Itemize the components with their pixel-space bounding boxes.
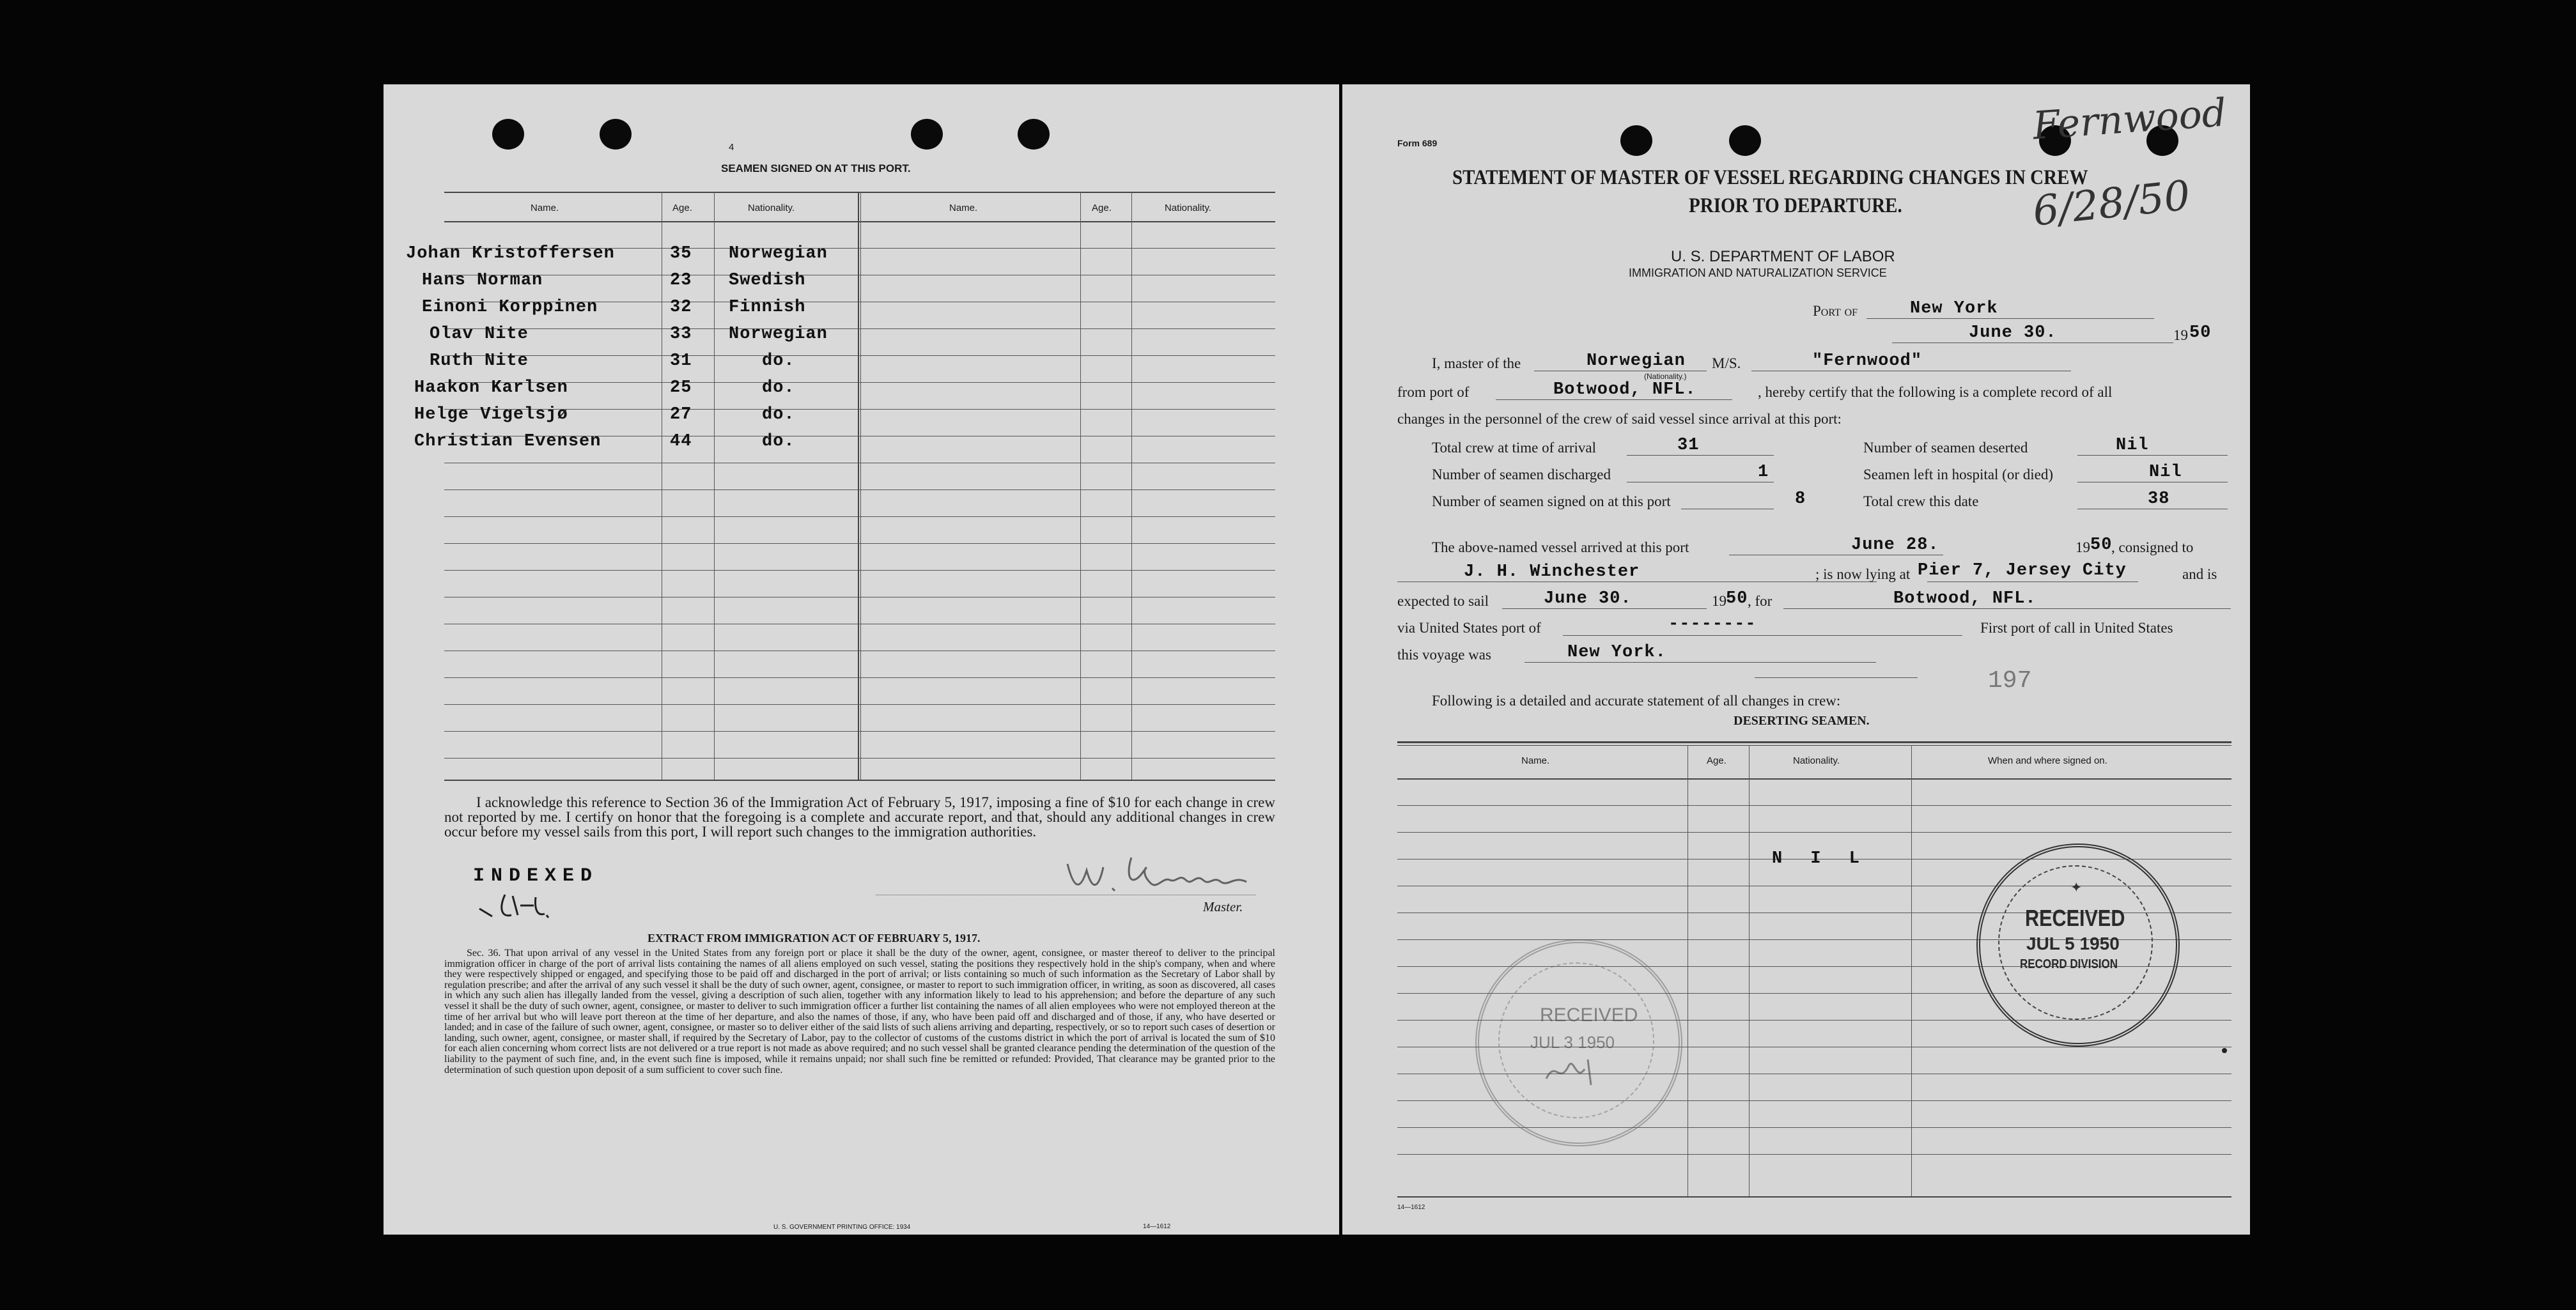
col-divider xyxy=(1131,192,1132,780)
seaman-nationality: Swedish xyxy=(729,271,806,290)
voyage-value: New York. xyxy=(1567,643,1666,662)
seaman-name: Ruth Nite xyxy=(430,351,529,371)
following-label: Following is a detailed and accurate statement of all changes in crew: xyxy=(1432,693,1841,709)
row-rule xyxy=(444,543,1275,544)
row-rule xyxy=(444,758,1275,759)
nationality-note: (Nationality.) xyxy=(1644,372,1687,381)
punch-hole xyxy=(911,119,943,150)
seaman-age: 44 xyxy=(670,432,692,451)
handwritten-vessel: Fernwood xyxy=(2031,90,2228,149)
col-divider xyxy=(1749,745,1750,1196)
row-rule xyxy=(444,355,1275,356)
table-top-rule xyxy=(1397,745,2231,746)
seaman-age: 33 xyxy=(670,325,692,344)
col-divider xyxy=(714,192,715,780)
punch-hole xyxy=(1620,125,1652,156)
punch-hole xyxy=(600,119,632,150)
short-rule xyxy=(1755,677,1918,678)
printer-line: U. S. GOVERNMENT PRINTING OFFICE: 1934 xyxy=(773,1224,911,1231)
star-icon: ✦ xyxy=(2070,879,2083,895)
sail-year: 50 xyxy=(1726,589,1748,608)
seaman-name: Einoni Korppinen xyxy=(422,298,598,317)
master-signature xyxy=(1061,845,1266,902)
voyage-label: this voyage was xyxy=(1397,647,1491,663)
seaman-name: Johan Kristoffersen xyxy=(406,244,615,263)
sail-date: June 30. xyxy=(1544,589,1632,608)
seaman-name: Christian Evensen xyxy=(414,432,601,451)
stamp-received-text: RECEIVED xyxy=(2025,905,2125,931)
received-stamp xyxy=(1976,844,2180,1047)
seaman-age: 31 xyxy=(670,351,692,371)
form-code: 14—1612 xyxy=(1143,1223,1171,1230)
signed-on-label: Number of seamen signed on at this port xyxy=(1432,493,1671,509)
hospital-label: Seamen left in hospital (or died) xyxy=(1863,466,2054,482)
punch-hole xyxy=(492,119,524,150)
col-divider xyxy=(1911,745,1912,1196)
stamp-received-text: RECEIVED xyxy=(1540,1005,1638,1026)
via-line xyxy=(1563,635,1962,636)
seaman-nationality: Finnish xyxy=(729,298,806,317)
deserted-label: Number of seamen deserted xyxy=(1863,440,2028,456)
arrived-label: The above-named vessel arrived at this port xyxy=(1432,539,1689,555)
port-value: New York xyxy=(1910,299,1998,318)
indexed-initials-signature xyxy=(473,890,563,921)
table-bottom-rule xyxy=(1397,1196,2231,1198)
nationality-value: Norwegian xyxy=(1587,351,1686,371)
from-port-label: from port of xyxy=(1397,384,1470,400)
changes-text: changes in the personnel of the crew of said vessel since arrival at this port: xyxy=(1397,411,1842,427)
col-header-age: Age. xyxy=(672,203,692,213)
seaman-name: Olav Nite xyxy=(430,325,529,344)
consignee-value: J. H. Winchester xyxy=(1464,562,1640,582)
col-divider xyxy=(860,192,861,780)
count-line xyxy=(2077,455,2228,456)
row-rule xyxy=(444,516,1275,517)
count-line xyxy=(1627,455,1774,456)
destination-value: Botwood, NFL. xyxy=(1893,589,2037,608)
table-top-rule xyxy=(444,192,1275,193)
total-crew-date-label: Total crew this date xyxy=(1863,493,1979,509)
page-number: 4 xyxy=(729,142,734,153)
row-rule xyxy=(444,489,1275,490)
arrived-year-prefix: 19 xyxy=(2076,539,2090,555)
punch-hole xyxy=(1729,125,1761,156)
and-is-label: and is xyxy=(2182,566,2217,582)
year-prefix: 19 xyxy=(2173,327,2188,343)
via-port-value: -------- xyxy=(1668,615,1757,634)
vessel-name: "Fernwood" xyxy=(1812,351,1923,371)
seaman-name: Hans Norman xyxy=(422,271,543,290)
seaman-name: Haakon Karlsen xyxy=(414,378,568,397)
total-crew-date-value: 38 xyxy=(2148,489,2170,509)
lying-at-value: Pier 7, Jersey City xyxy=(1918,561,2127,580)
form-title-line2: PRIOR TO DEPARTURE. xyxy=(1689,194,1902,217)
total-crew-arrival-value: 31 xyxy=(1677,436,1700,455)
received-stamp xyxy=(1475,939,1682,1146)
seaman-age: 27 xyxy=(670,405,692,424)
deserted-value: Nil xyxy=(2116,436,2149,455)
sail-line xyxy=(1502,608,1707,609)
form-number: Form 689 xyxy=(1397,138,1438,148)
nil-entry: N I L xyxy=(1772,849,1869,868)
year-value: 50 xyxy=(2189,323,2212,343)
punch-hole xyxy=(1018,119,1050,150)
row-rule xyxy=(1397,832,2231,833)
row-rule xyxy=(1397,805,2231,806)
seaman-age: 25 xyxy=(670,378,692,397)
table-bottom-rule xyxy=(444,780,1275,781)
left-page xyxy=(384,84,1339,1235)
col-header-age: Age. xyxy=(1092,203,1112,213)
acknowledgment-text: I acknowledge this reference to Section 36 of the Immigration Act of February 5, 1917, imposing a fine of $10 for each change in crew not reported by me. I certify on honor that the foregoing is a complete and accurate report, and that, should any additional changes in crew occur before my vessel sails from this port, I will report such changes to the immigration authorities. xyxy=(444,794,1275,840)
seaman-nationality: Norwegian xyxy=(729,244,828,263)
destination-line xyxy=(1783,608,2231,609)
col-header-name: Name. xyxy=(1521,755,1550,766)
extract-text: Sec. 36. That upon arrival of any vessel in the United States from any foreign port or place it shall be the duty of the owner, agent, consignee, or master thereof to deliver to the principal immigration officer in charge of the port of arrival lists containing the names of all aliens employed on such vessel, stating the positions they respectively hold in the ship's company, when and where they were respectively shipped or engaged, and specifying those to be paid off and discharged in the port of arrival; or lists containing so much of such information as the Secretary of Labor shall by regulation prescribe; and after the arrival of any such vessel it shall be the duty of such owner, agent, consignee, or master to report to such immigration officer, in writing, as soon as discovered, all cases in which any such alien has illegally landed from the vessel, giving a description of such alien, together with any information likely to lead to his apprehension; and before the departure of any such vessel it shall be the duty of such owner, agent, consignee, or master to deliver to such immigration officer a further list containing the names of all alien employees who were not employed thereon at the time of her arrival but who will leave port thereon at the time of her departure, and also the names of those, if any, who have been paid off and discharged and of those, if any, who have deserted or landed; and in case of the failure of such owner, agent, consignee, or master so to deliver either of the said lists of such aliens arriving and departing, respectively, or so to report such cases of desertion or landing, such owner, agent, consignee, or master shall, if required by the Secretary of Labor, pay to the collector of customs of the customs district in which the port of arrival is located the sum of $10 for each alien concerning whom correct lists are not delivered or a true report is not made as above required; and no such vessel shall be granted clearance pending the determination of the question of the liability to the payment of such fine, and, in the event such fine is imposed, while it remains unpaid; nor shall such fine be remitted or refunded: Provided, That clearance may be granted prior to the determination of such question upon deposit of a sum sufficient to cover such fine. xyxy=(444,948,1275,1075)
seaman-nationality: do. xyxy=(762,378,795,397)
stamp-division: RECORD DIVISION xyxy=(2020,957,2118,971)
extract-title: EXTRACT FROM IMMIGRATION ACT OF FEBRUARY 5, 1917. xyxy=(648,932,981,944)
seaman-nationality: do. xyxy=(762,432,795,451)
indexed-stamp: INDEXED xyxy=(473,865,599,887)
from-port-value: Botwood, NFL. xyxy=(1553,380,1696,399)
arrived-year: 50 xyxy=(2090,536,2113,555)
voyage-line xyxy=(1525,662,1876,663)
lying-label: ; is now lying at xyxy=(1815,566,1911,582)
stamp-initials xyxy=(1543,1053,1601,1091)
row-rule xyxy=(444,677,1275,678)
expected-label: expected to sail xyxy=(1397,593,1489,609)
seaman-nationality: Norwegian xyxy=(729,325,828,344)
master-label: Master. xyxy=(1203,899,1243,914)
first-call-label: First port of call in United States xyxy=(1980,620,2173,636)
consigned-label: , consigned to xyxy=(2111,539,2194,555)
seaman-nationality: do. xyxy=(762,405,795,424)
seaman-age: 32 xyxy=(670,298,692,317)
col-header-nationality: Nationality. xyxy=(1165,203,1212,213)
discharged-label: Number of seamen discharged xyxy=(1432,466,1611,482)
port-label: Port of xyxy=(1813,303,1858,319)
discharged-value: 1 xyxy=(1758,463,1769,482)
department: U. S. DEPARTMENT OF LABOR xyxy=(1671,248,1895,265)
stamp-number: 197 xyxy=(1988,667,2032,695)
port-line xyxy=(1866,318,2154,319)
col-header-name: Name. xyxy=(949,203,978,213)
total-crew-arrival-label: Total crew at time of arrival xyxy=(1432,440,1597,456)
seaman-age: 35 xyxy=(670,244,692,263)
row-rule xyxy=(1397,1154,2231,1155)
hospital-value: Nil xyxy=(2149,463,2182,482)
table-header-rule xyxy=(1397,778,2231,780)
form-title-line1: STATEMENT OF MASTER OF VESSEL REGARDING CHANGES IN CREW xyxy=(1452,166,2088,189)
signed-on-value: 8 xyxy=(1795,489,1806,509)
col-divider xyxy=(858,192,859,780)
deserting-title: DESERTING SEAMEN. xyxy=(1734,714,1870,728)
vessel-prefix: M/S. xyxy=(1712,355,1741,371)
sail-year-prefix: 19 xyxy=(1712,593,1726,609)
row-rule xyxy=(444,382,1275,383)
row-rule xyxy=(444,570,1275,571)
col-header-nationality: Nationality. xyxy=(748,203,795,213)
seaman-nationality: do. xyxy=(762,351,795,371)
via-label: via United States port of xyxy=(1397,620,1541,636)
date-value: June 30. xyxy=(1969,323,2057,343)
seaman-age: 23 xyxy=(670,271,692,290)
form-code: 14—1612 xyxy=(1397,1204,1425,1211)
row-rule xyxy=(444,704,1275,705)
col-header-age: Age. xyxy=(1707,755,1726,766)
stamp-date: JUL 3 1950 xyxy=(1530,1033,1615,1052)
row-rule xyxy=(444,731,1275,732)
handwritten-date: 6/28/50 xyxy=(2030,172,2192,236)
master-of-label: I, master of the xyxy=(1432,355,1521,371)
service: IMMIGRATION AND NATURALIZATION SERVICE xyxy=(1629,266,1887,279)
arrived-date: June 28. xyxy=(1851,536,1939,555)
section-title: SEAMEN SIGNED ON AT THIS PORT. xyxy=(721,162,911,174)
col-header-when-where: When and where signed on. xyxy=(1988,755,2107,766)
right-page xyxy=(1342,84,2250,1235)
col-header-nationality: Nationality. xyxy=(1793,755,1840,766)
for-label: , for xyxy=(1748,593,1773,609)
seaman-name: Helge Vigelsjø xyxy=(414,405,568,424)
stamp-date: JUL 5 1950 xyxy=(2026,934,2120,953)
col-header-name: Name. xyxy=(531,203,559,213)
table-header-rule xyxy=(444,221,1275,222)
certify-text: , hereby certify that the following is a complete record of all xyxy=(1758,384,2113,400)
ink-dot xyxy=(2222,1048,2227,1053)
row-rule xyxy=(444,409,1275,410)
row-rule xyxy=(444,328,1275,329)
col-divider xyxy=(1080,192,1081,780)
table-top-rule xyxy=(1397,741,2231,743)
from-port-line xyxy=(1496,399,1732,400)
